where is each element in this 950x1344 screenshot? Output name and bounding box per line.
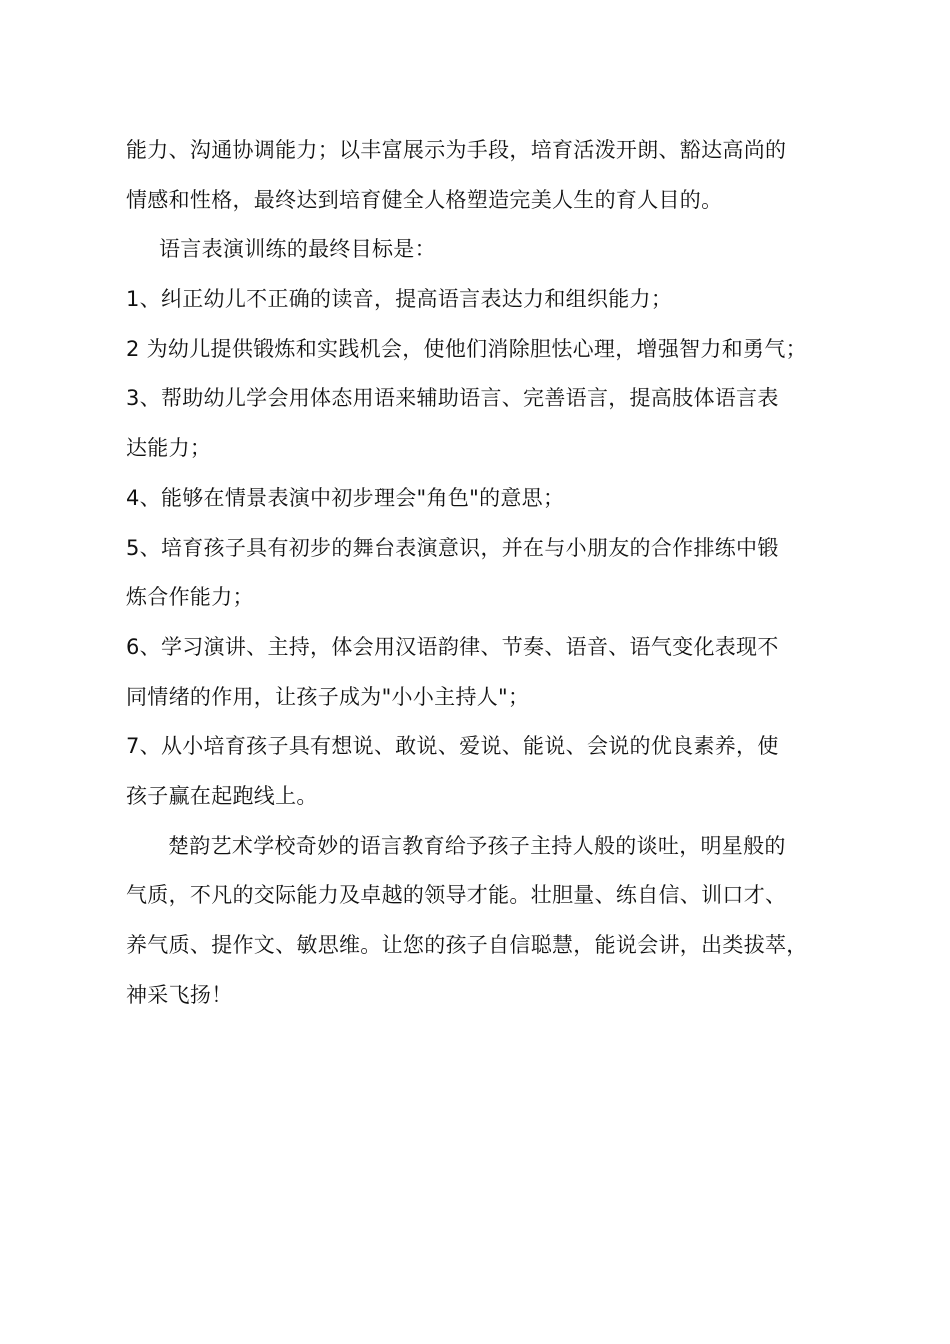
goal-item-6-continued: 同情绪的作用，让孩子成为"小小主持人"； [126,684,530,709]
goal-item-6: 6、学习演讲、主持，体会用汉语韵律、节奏、语音、语气变化表现不 [126,634,779,659]
closing-paragraph-line: 神采飞扬！ [126,982,233,1007]
closing-paragraph-line: 养气质、提作文、敏思维。让您的孩子自信聪慧，能说会讲，出类拔萃， [126,933,808,957]
goal-item-4: 4、能够在情景表演中初步理会"角色"的意思； [126,485,565,510]
goal-item-1: 1、纠正幼儿不正确的读音，提高语言表达力和组织能力； [126,287,673,312]
closing-paragraph-line: 楚韵艺术学校奇妙的语言教育给予孩子主持人般的谈吐，明星般的 [168,833,786,858]
closing-paragraph-line: 气质，不凡的交际能力及卓越的领导才能。壮胆量、练自信、训口才、 [126,883,787,908]
intro-line: 情感和性格，最终达到培育健全人格塑造完美人生的育人目的。 [126,187,723,212]
goal-item-7: 7、从小培育孩子具有想说、敢说、爱说、能说、会说的优良素养，使 [126,734,779,759]
intro-line: 能力、沟通协调能力；以丰富展示为手段，培育活泼开朗、豁达高尚的 [126,138,787,162]
goal-item-2: 2 为幼儿提供锻炼和实践机会，使他们消除胆怯心理，增强智力和勇气； [126,336,807,361]
goal-item-3-continued: 达能力； [126,436,212,461]
goal-item-7-continued: 孩子赢在起跑线上。 [126,783,318,808]
goal-item-3: 3、帮助幼儿学会用体态用语来辅助语言、完善语言，提高肢体语言表 [126,386,779,411]
document-body [126,126,838,1020]
goals-heading: 语言表演训练的最终目标是： [159,237,436,262]
goal-item-5: 5、培育孩子具有初步的舞台表演意识，并在与小朋友的合作排练中锻 [126,535,779,560]
goal-item-5-continued: 炼合作能力； [126,585,254,610]
